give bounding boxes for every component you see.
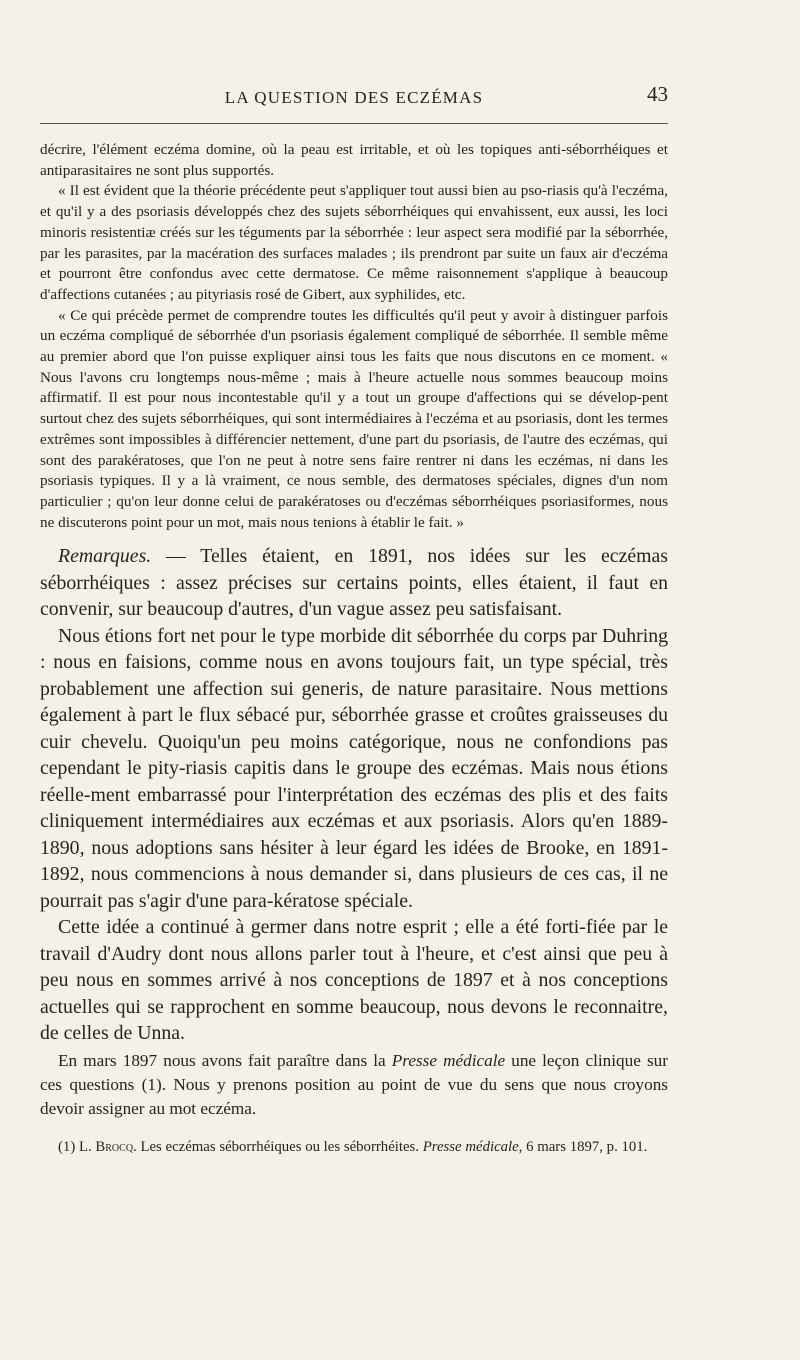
remarques-text: — Telles étaient, en 1891, nos idées sur les eczémas séborrhéiques : assez précises sur certains points, elles étaient, il faut en convenir, sur beaucoup d'autres, d'un vague assez peu satisfaisant. [40,545,668,621]
closing-block [40,1049,668,1121]
footnote-journal: Presse médicale [422,1138,519,1155]
paragraph-7-end: une leçon clinique sur ces questions (1). Nous y prenons position au point de vue du sens que nous croyons devoir assigner au mot eczéma. [40,1050,668,1118]
footnote-title: . Les eczémas séborrhéiques ou les séborrhéites. [133,1138,423,1155]
main-text-block [40,543,668,1047]
paragraph-7 [40,1049,668,1121]
paragraph-5: Nous étions fort net pour le type morbide dit séborrhée du corps par Duhring : nous en faisions, comme nous en avons toujours fait, un type spécial, très probablement une affection sui generis, de nature parasitaire. Nous mettions également à part le flux sébacé pur, séborrhée grasse et croûtes graisseuses du cuir chevelu. Quoiqu'un peu moins catégorique, nous ne confondions pas cependant le pity-riasis capitis dans le groupe des eczémas. Mais nous étions réelle-ment embarrassé pour l'interprétation des eczémas des plis et des faits cliniquement intermédiaires aux eczémas et aux psoriasis. Alors qu'en 1889-1890, nous adoptions sans hésiter à leur égard les idées de Brooke, en 1891-1892, nous commencions à nous demander si, dans plusieurs de ces cas, il ne pourrait pas s'agir d'une para-kératose spéciale. [40,624,668,912]
footnote-marker: (1) L. [58,1138,96,1155]
footnote-text [40,1137,668,1158]
remarques-heading: Remarques. [58,545,152,568]
page-body [40,140,668,1158]
paragraph-1: décrire, l'élément eczéma domine, où la peau est irritable, et où les topiques anti-séborrhéiques et antiparasitaires ne sont plus supportés. [40,141,668,179]
paragraph-6: Cette idée a continué à germer dans notre esprit ; elle a été forti-fiée par le travail d'Audry dont nous allons parler tout à l'heure, et c'est ainsi que peu à peu nous en sommes arrivé à nos conceptions de 1897 et à nos conceptions actuelles qui se rapprochent en somme beaucoup, nous devons le reconnaitre, de celles de Unna. [40,916,668,1045]
header-rule [40,123,668,124]
paragraph-3: « Ce qui précède permet de comprendre toutes les difficultés qu'il peut y avoir à distinguer parfois un eczéma compliqué de séborrhée d'un psoriasis également compliqué de séborrhée. Il semble même au premier abord que l'on puisse expliquer ainsi tous les faits que nous discutons en ce moment. « Nous l'avons cru longtemps nous-même ; mais à l'heure actuelle nous sommes beaucoup moins affirmatif. Il est pour nous incontestable qu'il y a tout un groupe d'affections qui se dévelop-pent surtout chez des sujets séborrhéiques, qui sont intermédiaires à l'eczéma et au psoriasis, dont les termes extrêmes sont impossibles à différencier nettement, d'une part du psoriasis, de l'autre des eczémas, qui sont des parakératoses, que l'on ne peut à notre sens faire rentrer ni dans les eczémas, ni dans les psoriasis typiques. Il y a là vraiment, ce nous semble, des dermatoses spéciales, dignes d'un nom particulier ; qu'on leur donne celui de parakératoses ou d'eczémas séborrhéiques psoriasiformes, nous ne discuterons point pour un mot, mais nous tenions à établir le fait. » [40,306,668,531]
paragraph-2: « Il est évident que la théorie précédente peut s'appliquer tout aussi bien au pso-riasis qu'à l'eczéma, et qu'il y a des psoriasis développés chez des sujets séborrhéiques qui envahissent, eux aussi, les loci minoris resistentiæ créés sur les téguments par la séborrhée : leur aspect sera modifié par la séborrhée, par les parasites, par la macération des surfaces malades ; ils prendront par suite un faux air d'eczéma et pourront être confondus avec cette dermatose. Ce même raisonnement s'applique à beaucoup d'affections cutanées ; au pityriasis rosé de Gibert, aux syphilides, etc. [40,182,668,303]
footnote [40,1137,668,1158]
running-title: LA QUESTION DES ECZÉMAS [224,88,484,107]
journal-title: Presse médicale [391,1050,506,1070]
quoted-block [40,140,668,533]
page-number: 43 [647,82,668,106]
page-header [40,78,668,118]
paragraph-7-start: En mars 1897 nous avons fait paraître dans la [58,1050,392,1070]
footnote-author: Brocq [95,1138,134,1155]
footnote-date: , 6 mars 1897, p. 101. [518,1138,648,1155]
paragraph-remarques [40,543,668,623]
